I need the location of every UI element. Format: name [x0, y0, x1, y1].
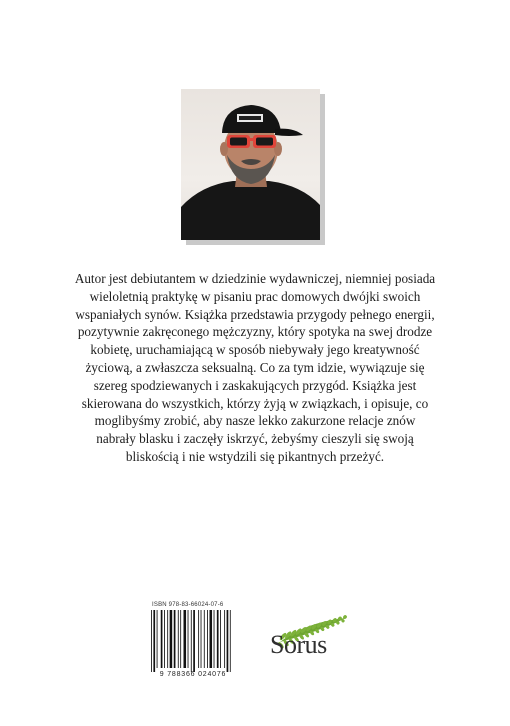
barcode-bar — [188, 610, 189, 668]
barcode-bar — [217, 610, 219, 668]
barcode-bar — [174, 610, 176, 668]
barcode-bar — [220, 610, 221, 668]
barcode-bar — [170, 610, 173, 668]
barcode-bar — [164, 610, 165, 668]
barcode-bar — [180, 610, 181, 668]
barcode-bar — [167, 610, 168, 668]
barcode-bar — [153, 610, 155, 672]
author-portrait-illustration — [181, 89, 320, 240]
barcode-bar — [191, 610, 192, 672]
barcode-bar — [207, 610, 208, 668]
barcode-bar — [227, 610, 229, 672]
barcode-bar — [157, 610, 158, 668]
isbn-barcode — [150, 610, 236, 672]
publisher-name: Sorus — [270, 630, 327, 659]
author-blurb: Autor jest debiutantem w dziedzinie wydawniczej, niemniej posiada wieloletnią praktykę w pisaniu prac domowych dwójki swoich wspaniałych synów. Książka przedstawia przygody pełnego energii, pozytywnie zakręconego mężczyzny, który spotyka na swej drodze kobietę, uruchamiającą w sposób niebywały jego kreatywność życiową, a zwłaszcza seksualną. Co za tym idzie, wywiązuje się szereg spodziewanych i zaskakujących przygód. Książka jest skierowana do wszystkich, którzy żyją w związkach, i opisuje, co moglibyśmy zrobić, aby nasze lekko zakurzone relacje znów nabrały blasku i zaczęły iskrzyć, żebyśmy cieszyli się swoją bliskością i nie wstydzili się pikantnych przeżyć. — [74, 271, 436, 464]
barcode-bar — [224, 610, 225, 668]
isbn-label: ISBN 978-83-66024-07-6 — [152, 602, 224, 608]
barcode-bar — [210, 610, 213, 668]
author-photo — [181, 89, 320, 240]
barcode-bar — [151, 610, 152, 672]
barcode-bar — [204, 610, 205, 668]
barcode-bar — [161, 610, 163, 668]
barcode-bar — [230, 610, 231, 672]
barcode-bar — [201, 610, 202, 668]
barcode-digits: 9 788366 024076 — [159, 671, 227, 678]
barcode-bar — [184, 610, 187, 668]
barcode-bar — [198, 610, 199, 668]
barcode-bar — [214, 610, 215, 668]
barcode-bar — [178, 610, 179, 668]
barcode-bar — [193, 610, 195, 672]
